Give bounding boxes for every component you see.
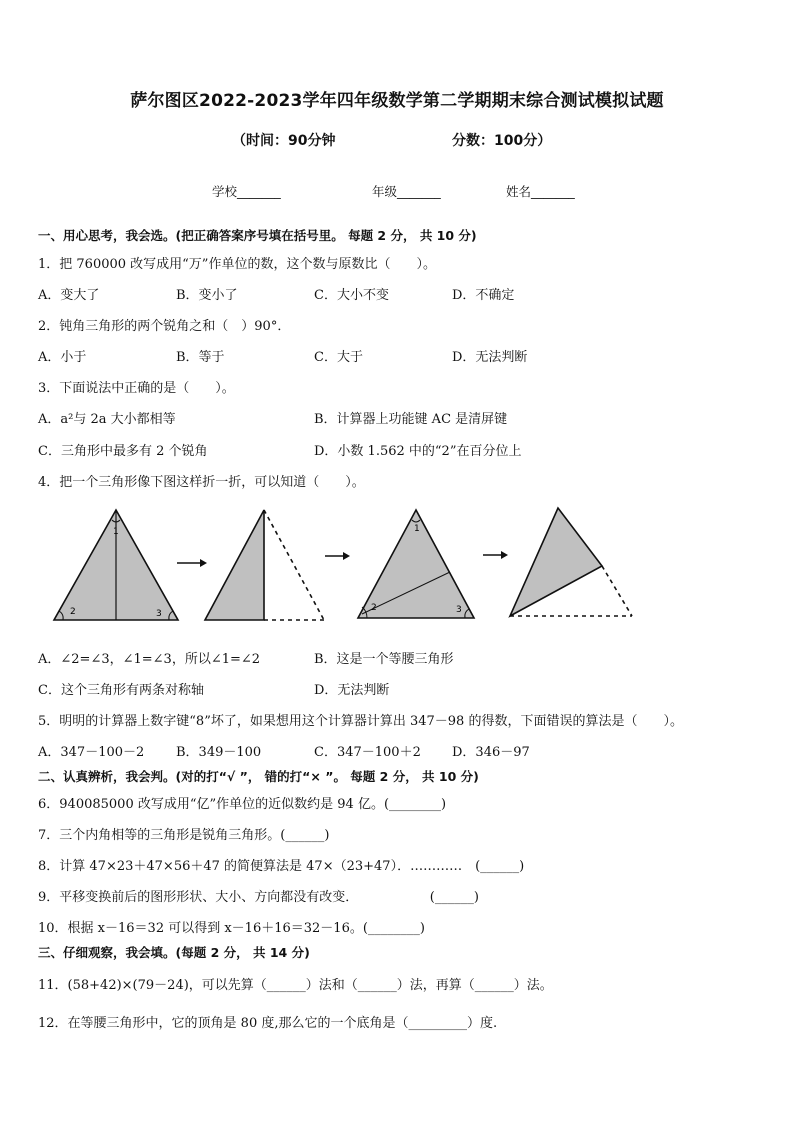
grade-field[interactable]: 年级_______ bbox=[372, 184, 441, 199]
q5-option-b[interactable]: B．349－100 bbox=[176, 745, 262, 760]
q4-option-c[interactable]: C．这个三角形有两条对称轴 bbox=[38, 683, 204, 698]
q3-option-b[interactable]: B．计算器上功能键 AC 是清屏键 bbox=[314, 412, 508, 427]
arrow-icon bbox=[483, 551, 508, 559]
question-4: 4．把一个三角形像下图这样折一折，可以知道（ ）。 bbox=[38, 475, 365, 490]
triangle-folded-bisector bbox=[510, 508, 632, 616]
q4-option-d[interactable]: D．无法判断 bbox=[314, 683, 390, 698]
triangle-with-bisector bbox=[358, 510, 474, 618]
triangle-original bbox=[54, 510, 178, 620]
question-6: 6．940085000 改写成用“亿”作单位的近似数约是 94 亿。(________) bbox=[38, 797, 447, 812]
angle-3-label: 3 bbox=[156, 609, 162, 619]
question-2: 2．钝角三角形的两个锐角之和（ ）90°． bbox=[38, 319, 291, 334]
arrow-icon bbox=[177, 559, 207, 567]
angle-2-label: 2 bbox=[371, 603, 377, 613]
exam-score: 分数：100分） bbox=[452, 133, 552, 149]
angle-1-label: 1 bbox=[113, 527, 119, 537]
q3-option-a[interactable]: A．a²与 2a 大小都相等 bbox=[38, 412, 176, 427]
question-5: 5．明明的计算器上数字键“8”坏了，如果想用这个计算器计算出 347－98 的得数，下面错误的算法是（ ）。 bbox=[38, 714, 683, 729]
angle-3-label: 3 bbox=[456, 605, 462, 615]
q2-option-c[interactable]: C．大于 bbox=[314, 350, 363, 365]
q1-option-c[interactable]: C．大小不变 bbox=[314, 288, 389, 303]
q5-option-d[interactable]: D．346－97 bbox=[452, 745, 530, 760]
q4-option-a[interactable]: A．∠2=∠3，∠1=∠3，所以∠1=∠2 bbox=[38, 652, 261, 667]
triangle-fold-figure bbox=[40, 500, 640, 630]
exam-title: 萨尔图区2022-2023学年四年级数学第二学期期末综合测试模拟试题 bbox=[130, 91, 664, 111]
question-9: 9．平移变换前后的图形形状、大小、方向都没有改变． (______) bbox=[38, 890, 479, 905]
angle-1-label: 1 bbox=[414, 524, 420, 534]
question-7: 7．三个内角相等的三角形是锐角三角形。(______) bbox=[38, 828, 330, 843]
question-3: 3．下面说法中正确的是（ ）。 bbox=[38, 381, 235, 396]
q2-option-a[interactable]: A．小于 bbox=[38, 350, 87, 365]
arrow-icon bbox=[325, 552, 350, 560]
q2-option-d[interactable]: D．无法判断 bbox=[452, 350, 528, 365]
name-field[interactable]: 姓名_______ bbox=[506, 184, 575, 199]
triangle-folded-altitude bbox=[205, 510, 324, 620]
question-11: 11．(58+42)×(79－24)，可以先算（______）法和（______）法，再算（______）法。 bbox=[38, 978, 553, 993]
q4-option-b[interactable]: B．这是一个等腰三角形 bbox=[314, 652, 454, 667]
angle-2-label: 2 bbox=[70, 607, 76, 617]
q1-option-a[interactable]: A．变大了 bbox=[38, 288, 100, 303]
q3-option-d[interactable]: D．小数 1.562 中的“2”在百分位上 bbox=[314, 444, 522, 459]
question-1: 1．把 760000 改写成用“万”作单位的数，这个数与原数比（ ）。 bbox=[38, 257, 436, 272]
q5-option-a[interactable]: A．347－100－2 bbox=[38, 745, 145, 760]
q3-option-c[interactable]: C．三角形中最多有 2 个锐角 bbox=[38, 444, 208, 459]
q5-option-c[interactable]: C．347－100＋2 bbox=[314, 745, 421, 760]
section3-heading: 三、仔细观察，我会填。(每题 2 分， 共 14 分) bbox=[38, 945, 310, 960]
q2-option-b[interactable]: B．等于 bbox=[176, 350, 225, 365]
school-field[interactable]: 学校_______ bbox=[212, 184, 281, 199]
question-8: 8．计算 47×23＋47×56＋47 的简便算法是 47×（23+47）．………… (______) bbox=[38, 859, 525, 874]
q1-option-d[interactable]: D．不确定 bbox=[452, 288, 515, 303]
q1-option-b[interactable]: B．变小了 bbox=[176, 288, 238, 303]
question-10: 10．根据 x－16＝32 可以得到 x－16＋16＝32－16。(________) bbox=[38, 921, 425, 936]
question-12: 12．在等腰三角形中，它的顶角是 80 度,那么它的一个底角是（_________）度. bbox=[38, 1016, 498, 1031]
section2-heading: 二、认真辨析，我会判。(对的打“√ ”， 错的打“× ”。 每题 2 分， 共 10 分) bbox=[38, 769, 479, 784]
section1-heading: 一、用心思考，我会选。(把正确答案序号填在括号里。 每题 2 分， 共 10 分) bbox=[38, 228, 477, 243]
exam-time: （时间：90分钟 bbox=[232, 133, 336, 149]
